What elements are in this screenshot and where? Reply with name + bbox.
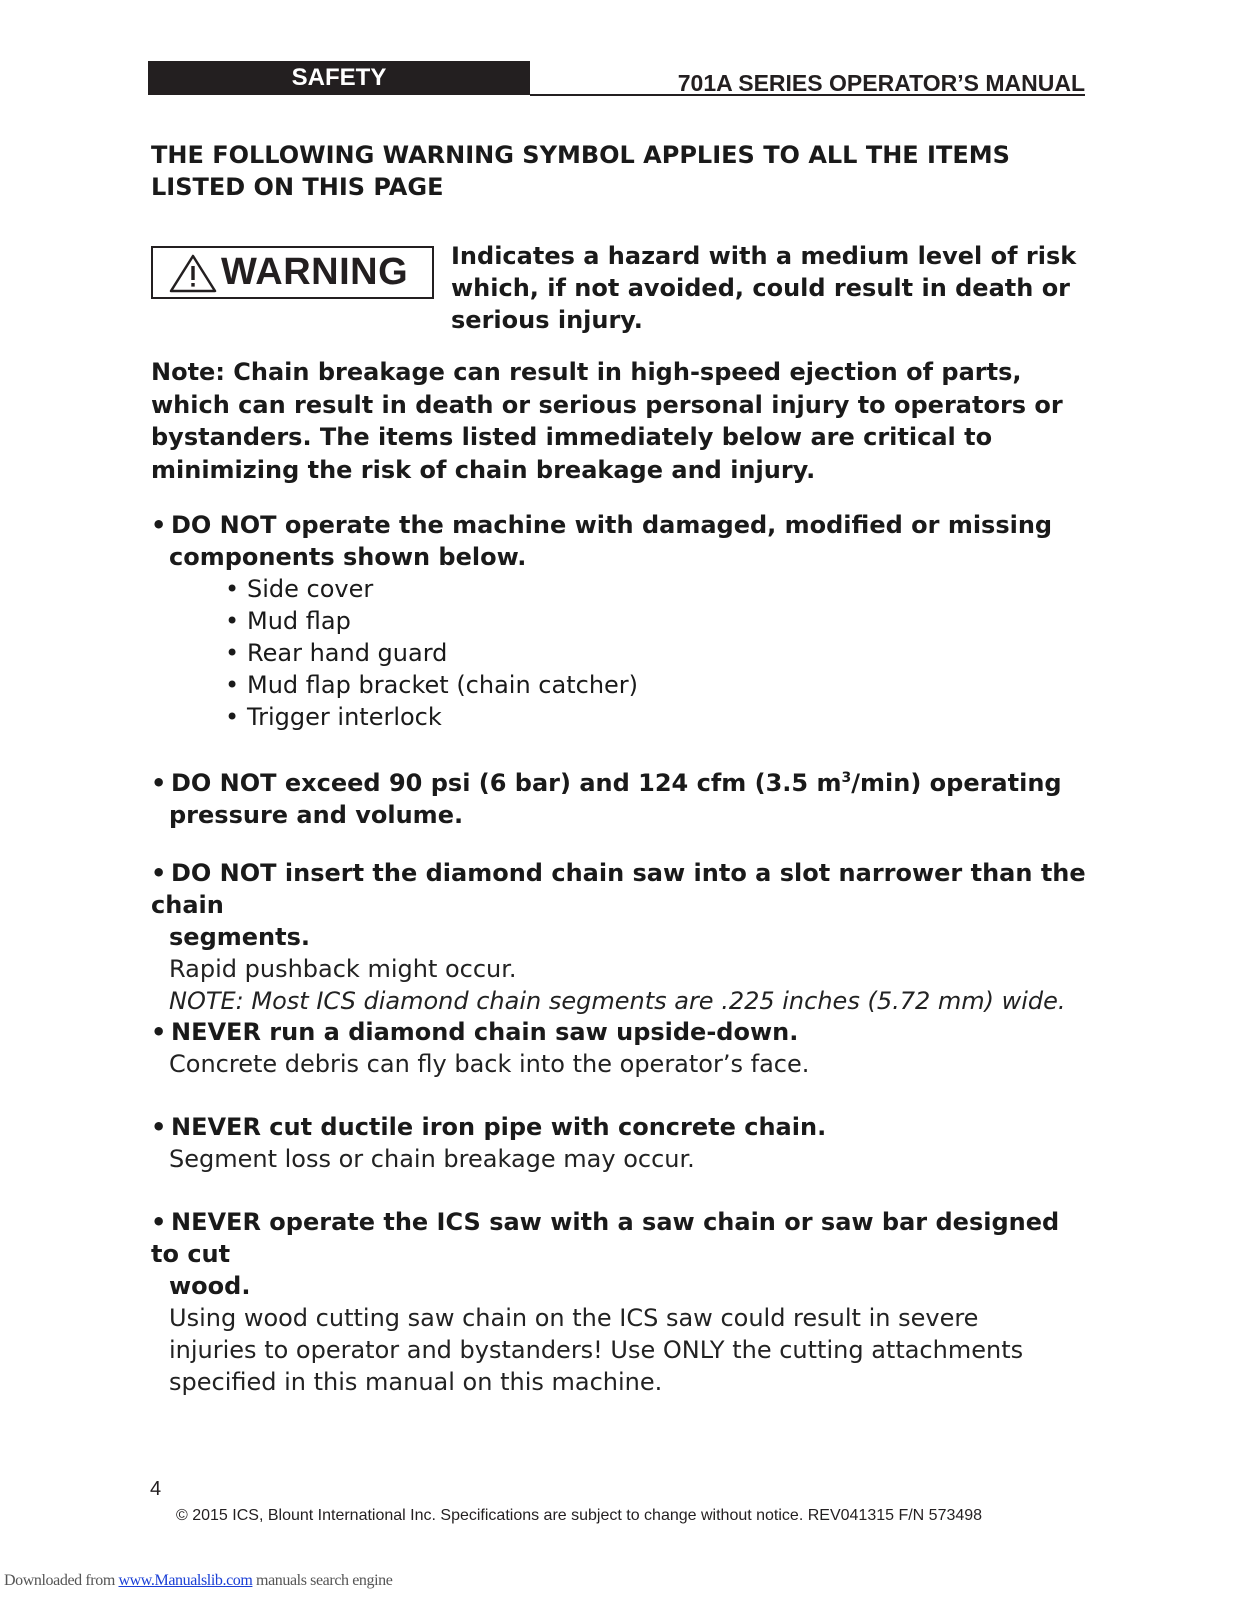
copyright-notice: © 2015 ICS, Blount International Inc. Specifications are subject to change without notice. REV041315 F/N 573498: [176, 1507, 983, 1524]
item-detail: Rapid pushback might occur.: [169, 955, 517, 983]
safety-item: [151, 509, 1091, 733]
warning-triangle-icon: [169, 253, 217, 293]
manualslib-link[interactable]: www.Manualslib.com: [118, 1572, 253, 1589]
list-item: • Mud flap: [247, 605, 1091, 637]
bullet: •: [151, 1113, 167, 1141]
item-heading: • DO NOT exceed 90 psi (6 bar) and 124 cfm (3.5 $m^3/\min$) operating: [151, 769, 1062, 797]
safety-item: [151, 1016, 1091, 1080]
safety-item: [151, 857, 1091, 1017]
component-list: [151, 573, 1091, 733]
item-heading: • DO NOT insert the diamond chain saw into a slot narrower than the chain: [151, 859, 1086, 919]
item-heading: • NEVER operate the ICS saw with a saw chain or saw bar designed to cut: [151, 1208, 1060, 1268]
item-heading-continued: wood.: [169, 1272, 251, 1300]
item-detail: specified in this manual on this machine.: [169, 1368, 663, 1396]
manual-title: 701A SERIES OPERATOR’S MANUAL: [677, 70, 1085, 96]
intro-heading: THE FOLLOWING WARNING SYMBOL APPLIES TO ALL THE ITEMS LISTED ON THIS PAGE: [151, 141, 1010, 201]
warning-label: WARNING: [221, 251, 409, 293]
bullet: •: [151, 1208, 167, 1236]
bullet: •: [151, 1018, 167, 1046]
item-heading-continued: components shown below.: [169, 543, 527, 571]
list-item: • Side cover: [247, 573, 1091, 605]
item-heading: • DO NOT operate the machine with damaged, modified or missing: [151, 511, 1053, 539]
safety-item: [151, 1206, 1091, 1398]
item-heading-continued: pressure and volume.: [169, 801, 464, 829]
section-title: SAFETY: [291, 64, 387, 91]
item-heading: • NEVER run a diamond chain saw upside-down.: [151, 1018, 799, 1046]
item-detail: Using wood cutting saw chain on the ICS saw could result in severe: [169, 1304, 979, 1332]
list-item: • Rear hand guard: [247, 637, 1091, 669]
item-detail: Segment loss or chain breakage may occur.: [169, 1145, 695, 1173]
item-note: NOTE: Most ICS diamond chain segments are .225 inches (5.72 mm) wide.: [169, 987, 1066, 1015]
bullet: •: [151, 859, 167, 887]
list-item: • Mud flap bracket (chain catcher): [247, 669, 1091, 701]
item-heading-continued: segments.: [169, 923, 310, 951]
safety-item: [151, 762, 1091, 831]
list-item: • Trigger interlock: [247, 701, 1091, 733]
safety-item: [151, 1111, 1091, 1175]
superscript: 3: [841, 770, 852, 786]
page-number: 4: [150, 1478, 162, 1500]
item-detail: Concrete debris can fly back into the operator’s face.: [169, 1050, 810, 1078]
download-note: Downloaded from www.Manualslib.com manuals search engine: [4, 1572, 393, 1589]
chain-breakage-note: Note: Chain breakage can result in high-speed ejection of parts, which can result in death or serious personal injury to operators or bystanders. The items listed immediately below are critical to minimizing the risk of chain breakage and injury.: [151, 358, 1063, 484]
item-heading: • NEVER cut ductile iron pipe with concrete chain.: [151, 1113, 827, 1141]
warning-box: [151, 246, 434, 299]
warning-description: Indicates a hazard with a medium level of risk which, if not avoided, could result in death or serious injury.: [451, 242, 1077, 334]
bullet: •: [151, 511, 167, 539]
bullet: •: [151, 769, 167, 797]
item-detail: injuries to operator and bystanders! Use ONLY the cutting attachments: [169, 1336, 1024, 1364]
